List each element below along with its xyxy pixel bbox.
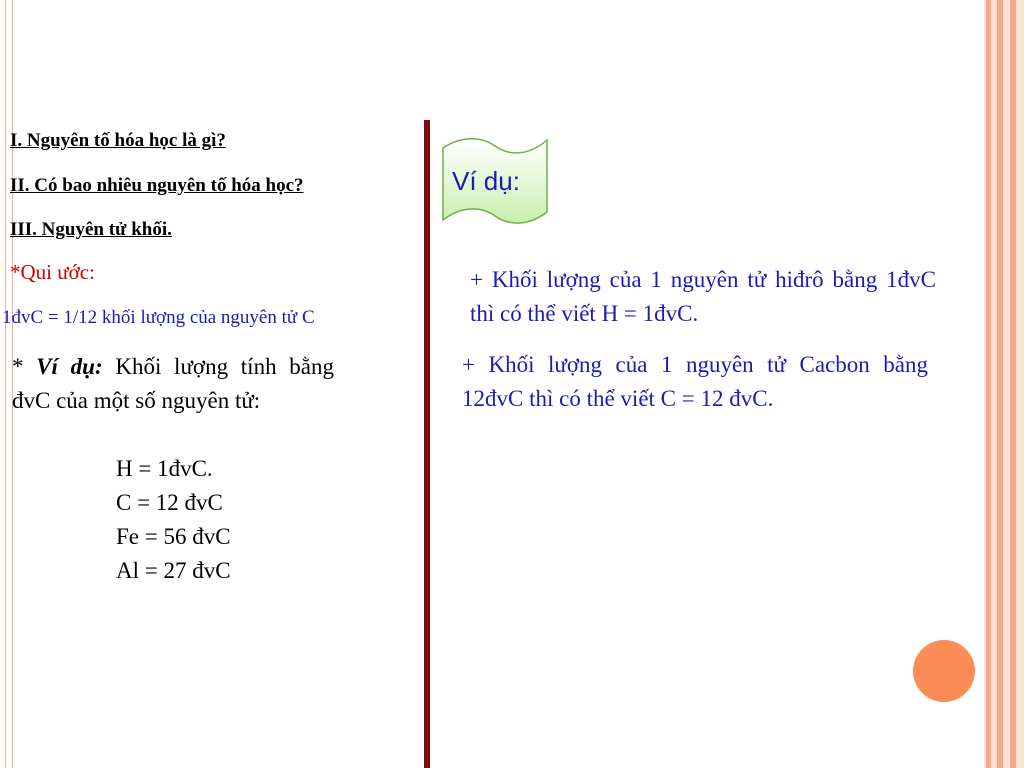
- right-stripe: [986, 0, 991, 768]
- right-stripe: [997, 0, 1003, 768]
- decorative-circle: [913, 640, 975, 702]
- convention-label: *Qui ước:: [10, 260, 95, 284]
- mass-item-fe: Fe = 56 đvC: [116, 524, 231, 549]
- paragraph-carbon: + Khối lượng của 1 nguyên tử Cacbon bằng 12đvC thì có thể viết C = 12 đvC.: [462, 352, 928, 411]
- heading-1: I. Nguyên tố hóa học là gì?: [10, 130, 226, 151]
- mass-item-h: H = 1đvC.: [116, 456, 213, 481]
- heading-2: II. Có bao nhiêu nguyên tố hóa học?: [10, 175, 304, 196]
- example-label: Ví dụ:: [36, 354, 103, 379]
- example-text: Khối lượng tính bằng đvC của một số nguyên tử:: [12, 354, 334, 413]
- right-stripe: [1010, 0, 1016, 768]
- vertical-divider: [424, 120, 430, 768]
- example-banner-text: Ví dụ:: [452, 166, 520, 196]
- mass-item-c: C = 12 đvC: [116, 490, 223, 515]
- convention-definition: 1đvC = 1/12 khối lượng của nguyên tử C: [2, 307, 315, 328]
- mass-list: [116, 452, 231, 588]
- heading-3: III. Nguyên tử khối.: [10, 219, 172, 240]
- right-border-stripes: [984, 0, 1024, 768]
- paragraph-hydrogen: + Khối lượng của 1 nguyên tử hiđrô bằng 1đvC thì có thể viết H = 1đvC.: [470, 267, 936, 326]
- mass-item-al: Al = 27 đvC: [116, 558, 231, 583]
- example-paragraph: [12, 350, 334, 418]
- left-border-line: [5, 0, 6, 768]
- example-prefix: *: [12, 354, 37, 379]
